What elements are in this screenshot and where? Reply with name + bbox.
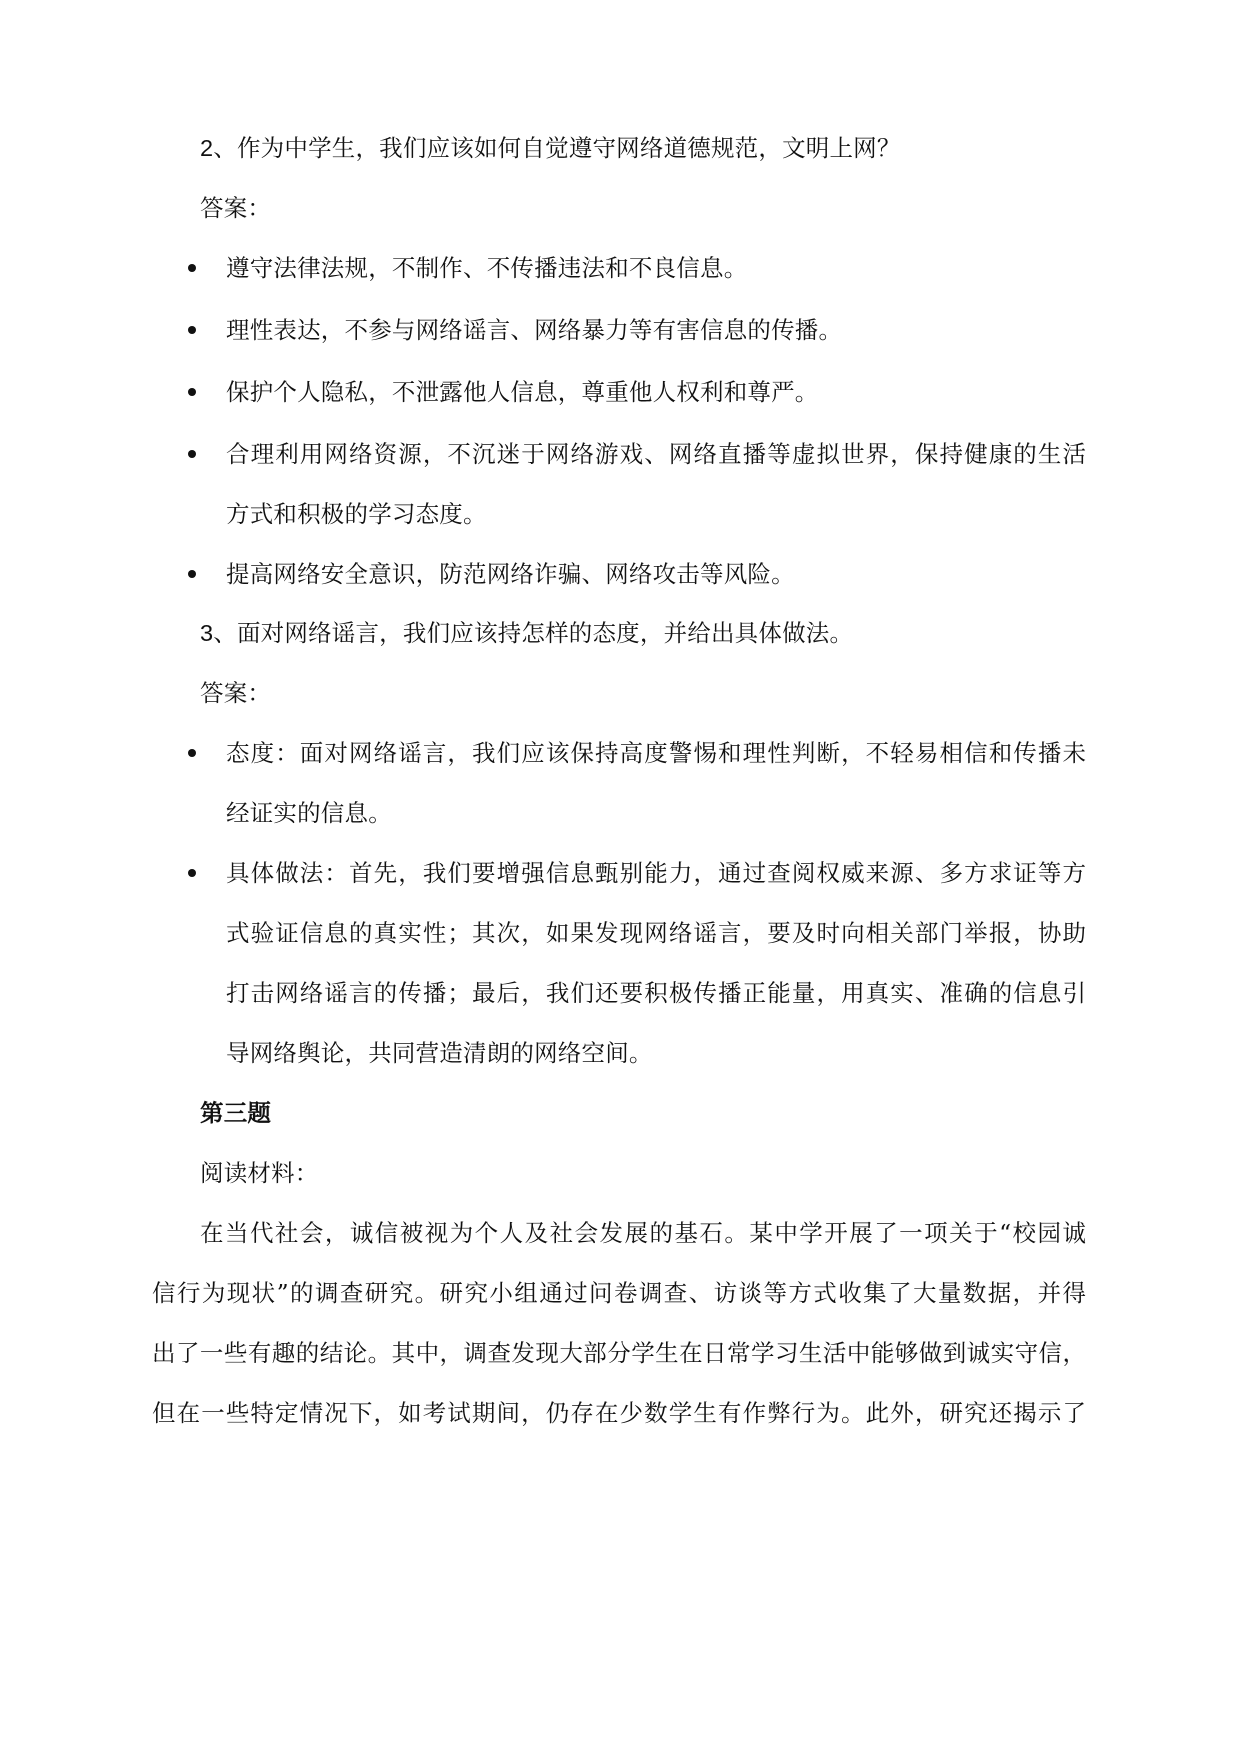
q3-item-2-line-4: 导网络舆论，共同营造清朗的网络空间。 [226,1039,653,1067]
bullet-icon [188,388,196,396]
reading-line-4: 但在一些特定情况下，如考试期间，仍存在少数学生有作弊行为。此外，研究还揭示了 [152,1399,1086,1427]
reading-line-2: 信行为现状”的调查研究。研究小组通过问卷调查、访谈等方式收集了大量数据，并得 [152,1279,1086,1307]
question-3-number: 3 [200,620,214,646]
q3-item-2-line-3: 打击网络谣言的传播；最后，我们还要积极传播正能量，用真实、准确的信息引 [226,979,1086,1007]
question-3-text: 、面对网络谣言，我们应该持怎样的态度，并给出具体做法。 [213,619,854,647]
reading-label: 阅读材料： [200,1159,319,1187]
bullet-icon [188,570,196,578]
q3-item-2-line-1: 具体做法：首先，我们要增强信息甄别能力，通过查阅权威来源、多方求证等方 [226,859,1086,887]
question-2-text: 、作为中学生，我们应该如何自觉遵守网络道德规范，文明上网？ [213,134,901,162]
bullet-icon [188,326,196,334]
q2-item-5-line-1: 提高网络安全意识，防范网络诈骗、网络攻击等风险。 [226,560,795,588]
bullet-icon [188,450,196,458]
q3-item-1-line-2: 经证实的信息。 [226,799,392,827]
reading-line-1: 在当代社会，诚信被视为个人及社会发展的基石。某中学开展了一项关于“校园诚 [200,1219,1086,1247]
q2-item-1-line-1: 遵守法律法规，不制作、不传播违法和不良信息。 [226,254,748,282]
q2-item-4-line-2: 方式和积极的学习态度。 [226,500,487,528]
q2-item-2-line-1: 理性表达，不参与网络谣言、网络暴力等有害信息的传播。 [226,316,843,344]
section-title: 第三题 [200,1099,272,1127]
q3-item-1-line-1: 态度：面对网络谣言，我们应该保持高度警惕和理性判断，不轻易相信和传播未 [226,739,1086,767]
q2-item-4-line-1: 合理利用网络资源，不沉迷于网络游戏、网络直播等虚拟世界，保持健康的生活 [226,440,1086,468]
bullet-icon [188,264,196,272]
bullet-icon [188,869,196,877]
bullet-icon [188,749,196,757]
reading-line-3: 出了一些有趣的结论。其中，调查发现大部分学生在日常学习生活中能够做到诚实守信， [152,1339,1086,1367]
question-2-number: 2 [200,135,214,161]
q2-answer-label: 答案： [200,194,272,222]
q3-answer-label: 答案： [200,679,272,707]
q3-item-2-line-2: 式验证信息的真实性；其次，如果发现网络谣言，要及时向相关部门举报，协助 [226,919,1086,947]
q2-item-3-line-1: 保护个人隐私，不泄露他人信息，尊重他人权利和尊严。 [226,378,819,406]
question-3 [200,616,853,650]
question-2 [200,131,901,165]
